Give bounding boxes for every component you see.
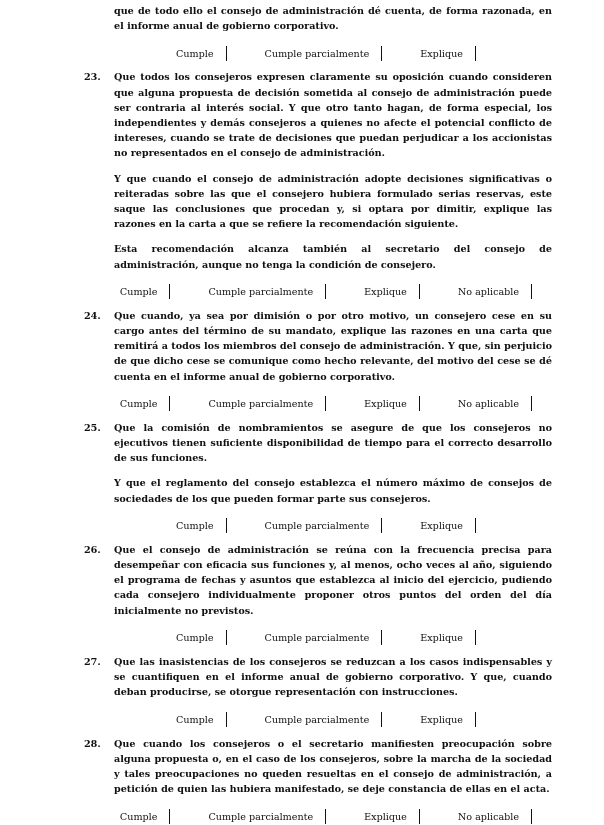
option-checkbox-line[interactable] — [325, 809, 326, 824]
option-checkbox-line[interactable] — [381, 712, 382, 727]
recommendation-paragraph: Y que cuando el consejo de administración adopte decisiones significativas o reiteradas sobre las que el consejero hubiera formulado serias reservas, este saque las conclusiones que procedan y, si optara por dimitir, explique las razones en la carta a que se refiere la recomendación siguiente. — [114, 172, 552, 233]
option-explique[interactable] — [340, 397, 434, 412]
option-label: Explique — [420, 521, 463, 532]
option-cumple-parcialmente[interactable] — [241, 519, 397, 534]
option-explique[interactable] — [340, 810, 434, 825]
intro-paragraph: que de todo ello el consejo de administración dé cuenta, de forma razonada, en el informe anual de gobierno corporativo. — [114, 4, 552, 34]
option-explique[interactable] — [396, 631, 490, 646]
recommendation-item — [114, 655, 552, 729]
option-label: Cumple parcialmente — [265, 633, 370, 644]
option-label: Cumple — [176, 715, 214, 726]
option-checkbox-line[interactable] — [226, 712, 227, 727]
option-label: Cumple parcialmente — [265, 715, 370, 726]
recommendation-paragraph: Que la comisión de nombramientos se asegure de que los consejeros no ejecutivos tienen suficiente disponibilidad de tiempo para el correcto desarrollo de sus funciones. — [114, 421, 552, 467]
option-checkbox-line[interactable] — [226, 46, 227, 61]
option-label: Explique — [364, 287, 407, 298]
option-checkbox-line[interactable] — [475, 630, 476, 645]
option-explique[interactable] — [340, 285, 434, 300]
option-label: No aplicable — [458, 812, 519, 823]
recommendation-item — [114, 737, 552, 825]
option-checkbox-line[interactable] — [381, 630, 382, 645]
option-no-aplicable[interactable] — [434, 810, 546, 825]
intro-block — [114, 4, 552, 62]
option-checkbox-line[interactable] — [475, 518, 476, 533]
recommendation-paragraph: Que cuando, ya sea por dimisión o por otro motivo, un consejero cese en su cargo antes del término de su mandato, explique las razones en una carta que remitirá a todos los miembros del consejo de administración. Y que, sin perjuicio de que dicho cese se comunique como hecho relevante, del motivo del cese se dé cuenta en el informe anual de gobierno corporativo. — [114, 309, 552, 385]
compliance-options — [114, 713, 552, 729]
option-cumple-parcialmente[interactable] — [184, 397, 340, 412]
option-checkbox-line[interactable] — [531, 284, 532, 299]
recommendation-number: 27. — [84, 655, 101, 670]
option-cumple-parcialmente[interactable] — [241, 631, 397, 646]
option-cumple[interactable] — [176, 713, 241, 728]
option-label: Cumple — [176, 49, 214, 60]
option-label: Cumple parcialmente — [265, 49, 370, 60]
option-checkbox-line[interactable] — [531, 396, 532, 411]
option-label: Cumple — [120, 287, 158, 298]
option-label: Explique — [364, 812, 407, 823]
option-label: Cumple parcialmente — [265, 521, 370, 532]
compliance-options — [114, 285, 552, 301]
option-label: Cumple — [176, 633, 214, 644]
option-checkbox-line[interactable] — [419, 284, 420, 299]
option-explique[interactable] — [396, 47, 490, 62]
option-no-aplicable[interactable] — [434, 285, 546, 300]
option-checkbox-line[interactable] — [419, 396, 420, 411]
option-checkbox-line[interactable] — [475, 712, 476, 727]
recommendation-item — [114, 70, 552, 300]
option-label: Cumple — [120, 399, 158, 410]
option-checkbox-line[interactable] — [325, 284, 326, 299]
recommendation-paragraph: Que cuando los consejeros o el secretario manifiesten preocupación sobre alguna propuesta o, en el caso de los consejeros, sobre la marcha de la sociedad y tales preocupaciones no queden resueltas en el consejo de administración, a petición de quien las hubiera manifestado, se deje constancia de ellas en el acta. — [114, 737, 552, 798]
option-label: Cumple parcialmente — [208, 812, 313, 823]
recommendation-paragraph: Que las inasistencias de los consejeros se reduzcan a los casos indispensables y se cuantifiquen en el informe anual de gobierno corporativo. Y que, cuando deban producirse, se otorgue representación con instrucciones. — [114, 655, 552, 701]
recommendation-number: 26. — [84, 543, 101, 558]
option-checkbox-line[interactable] — [475, 46, 476, 61]
option-label: Explique — [420, 715, 463, 726]
recommendation-paragraph: Esta recomendación alcanza también al secretario del consejo de administración, aunque no tenga la condición de consejero. — [114, 242, 552, 272]
option-label: No aplicable — [458, 399, 519, 410]
option-checkbox-line[interactable] — [381, 46, 382, 61]
option-label: Explique — [364, 399, 407, 410]
option-checkbox-line[interactable] — [169, 396, 170, 411]
option-label: Explique — [420, 49, 463, 60]
recommendation-number: 28. — [84, 737, 101, 752]
option-label: Cumple — [176, 521, 214, 532]
option-explique[interactable] — [396, 713, 490, 728]
option-cumple-parcialmente[interactable] — [241, 47, 397, 62]
recommendation-item — [114, 309, 552, 413]
recommendation-number: 24. — [84, 309, 101, 324]
option-checkbox-line[interactable] — [169, 284, 170, 299]
option-label: Cumple — [120, 812, 158, 823]
compliance-options — [114, 519, 552, 535]
option-checkbox-line[interactable] — [226, 630, 227, 645]
compliance-options — [114, 631, 552, 647]
option-label: Cumple parcialmente — [208, 399, 313, 410]
intro-options — [114, 46, 552, 62]
option-cumple[interactable] — [176, 519, 241, 534]
compliance-options — [114, 809, 552, 825]
recommendation-number: 23. — [84, 70, 101, 85]
option-cumple-parcialmente[interactable] — [184, 810, 340, 825]
option-cumple-parcialmente[interactable] — [241, 713, 397, 728]
recommendation-paragraph: Que el consejo de administración se reúna con la frecuencia precisa para desempeñar con eficacia sus funciones y, al menos, ocho veces al año, siguiendo el programa de fechas y asuntos que establezca al inicio del ejercicio, pudiendo cada consejero individualmente proponer otros puntos del orden del día inicialmente no previstos. — [114, 543, 552, 619]
option-checkbox-line[interactable] — [226, 518, 227, 533]
recommendation-item — [114, 543, 552, 647]
compliance-options — [114, 397, 552, 413]
option-cumple-parcialmente[interactable] — [184, 285, 340, 300]
option-checkbox-line[interactable] — [169, 809, 170, 824]
recommendation-number: 25. — [84, 421, 101, 436]
option-no-aplicable[interactable] — [434, 397, 546, 412]
recommendations-list — [114, 70, 552, 825]
option-cumple[interactable] — [120, 810, 185, 825]
option-checkbox-line[interactable] — [381, 518, 382, 533]
option-cumple[interactable] — [120, 397, 185, 412]
option-cumple[interactable] — [120, 285, 185, 300]
option-label: Explique — [420, 633, 463, 644]
recommendation-paragraph: Y que el reglamento del consejo establezca el número máximo de consejos de sociedades de los que pueden formar parte sus consejeros. — [114, 476, 552, 506]
option-label: Cumple parcialmente — [208, 287, 313, 298]
option-checkbox-line[interactable] — [419, 809, 420, 824]
option-cumple[interactable] — [176, 631, 241, 646]
recommendation-paragraph: Que todos los consejeros expresen claramente su oposición cuando consideren que alguna propuesta de decisión sometida al consejo de administración puede ser contraria al interés social. Y que otro tanto hagan, de forma especial, los independientes y demás consejeros a quienes no afecte el potencial conflicto de intereses, cuando se trate de decisiones que puedan perjudicar a los accionistas no representados en el consejo de administración. — [114, 70, 552, 161]
option-label: No aplicable — [458, 287, 519, 298]
option-explique[interactable] — [396, 519, 490, 534]
option-checkbox-line[interactable] — [531, 809, 532, 824]
option-checkbox-line[interactable] — [325, 396, 326, 411]
recommendation-item — [114, 421, 552, 535]
option-cumple[interactable] — [176, 47, 241, 62]
